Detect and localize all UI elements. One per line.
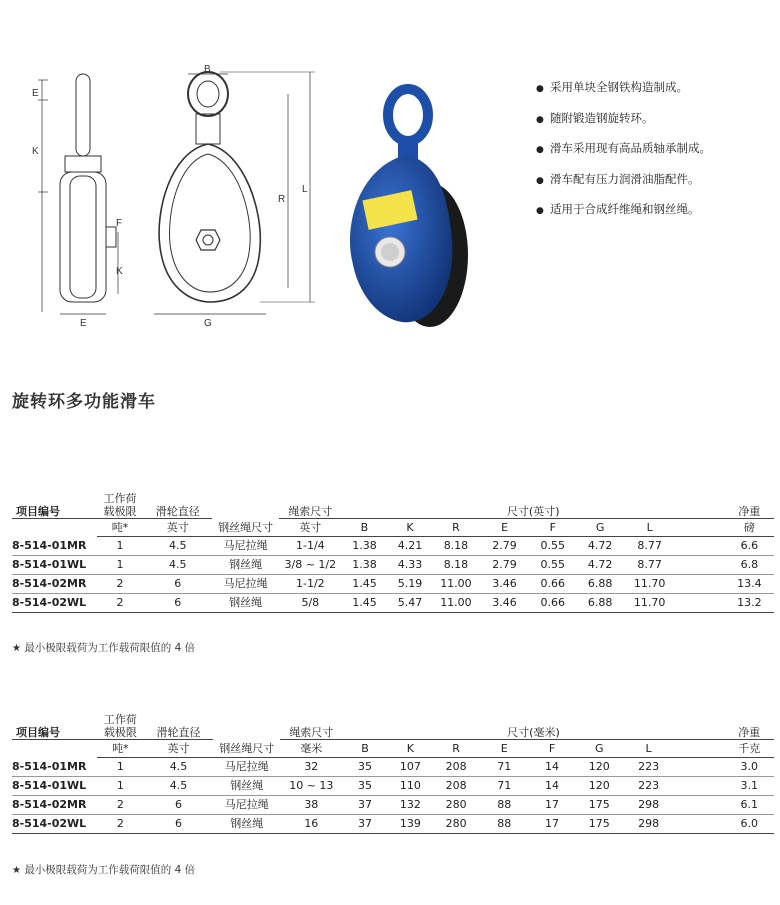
table-row: 8-514-02MR 2 6 马尼拉绳 38 37 132 280 88 17 175 298 6.1 [12, 796, 774, 815]
feature-item: ● 随附锻造钢旋转环。 [536, 110, 654, 125]
feature-item: ● 滑车采用现有高品质轴承制成。 [536, 141, 711, 155]
dimension-drawing [20, 62, 320, 327]
feature-list [536, 80, 711, 233]
label-L: L [302, 184, 308, 195]
label-E-top: E [32, 88, 39, 99]
col-rope: 绳索尺寸 [279, 492, 342, 519]
label-G: G [204, 318, 212, 327]
col-dim: 尺寸(英寸) [342, 492, 725, 519]
col-empty [212, 492, 279, 519]
table-row: 8-514-02MR 2 6 马尼拉绳 1-1/2 1.45 5.19 11.00 3.46 0.66 6.88 11.70 13.4 [12, 575, 774, 594]
feature-item: ● 适用于合成纤维绳和钢丝绳。 [536, 202, 700, 216]
label-E: E [80, 318, 87, 327]
col-weight: 净重 [725, 492, 774, 519]
table-row: 8-514-01WL 1 4.5 钢丝绳 3/8 ~ 1/2 1.38 4.33 8.18 2.79 0.55 4.72 8.77 6.8 [12, 556, 774, 575]
product-photo [330, 80, 480, 330]
bullet-icon: ● [536, 206, 544, 216]
spec-table-imperial [12, 492, 774, 613]
label-K-lower: K [116, 266, 123, 277]
table-header-row [12, 492, 774, 519]
table-row: 8-514-01WL 1 4.5 钢丝绳 10 ~ 13 35 110 208 71 14 120 223 3.1 [12, 777, 774, 796]
col-sheave: 滑轮直径 [143, 492, 212, 519]
table-row: 8-514-02WL 2 6 钢丝绳 5/8 1.45 5.47 11.00 3.46 0.66 6.88 11.70 13.2 [12, 594, 774, 613]
feature-item: ● 采用单块全钢铁构造制成。 [536, 80, 688, 94]
bullet-icon: ● [536, 114, 544, 125]
table-row: 8-514-01MR 1 4.5 马尼拉绳 32 35 107 208 71 14 120 223 3.0 [12, 758, 774, 777]
bullet-icon: ● [536, 84, 544, 94]
bullet-icon: ● [536, 145, 544, 155]
table-row: 8-514-02WL 2 6 钢丝绳 16 37 139 280 88 17 175 298 6.0 [12, 815, 774, 834]
table-header-row: 项目编号 工作荷 载极限 滑轮直径 绳索尺寸 尺寸(毫米) 净重 [12, 713, 774, 740]
table-row: 8-514-01MR 1 4.5 马尼拉绳 1-1/4 1.38 4.21 8.18 2.79 0.55 4.72 8.77 6.6 [12, 537, 774, 556]
feature-item: ● 滑车配有压力润滑油脂配件。 [536, 171, 700, 186]
label-R: R [278, 194, 286, 205]
star-icon: ★ [12, 865, 21, 876]
star-icon: ★ [12, 643, 21, 654]
bullet-icon: ● [536, 175, 544, 186]
footnote-metric: ★ 最小极限载荷为工作载荷限值的 4 倍 [12, 864, 196, 876]
table-subheader-row: 吨* 英寸 钢丝绳尺寸 英寸 B K R E F G L 磅 [12, 519, 774, 537]
spec-table-metric [12, 713, 774, 834]
table-subheader-row: 吨* 英寸 钢丝绳尺寸 毫米 B K R E F G L 千克 [12, 740, 774, 758]
col-load: 工作荷 载极限 [97, 492, 143, 519]
label-F: F [116, 218, 123, 229]
label-B: B [204, 64, 211, 75]
page-title: 旋转环多功能滑车 [12, 392, 156, 412]
col-item: 项目编号 [12, 492, 97, 519]
label-K: K [32, 146, 39, 157]
footnote-imperial: ★ 最小极限载荷为工作载荷限值的 4 倍 [12, 642, 196, 654]
